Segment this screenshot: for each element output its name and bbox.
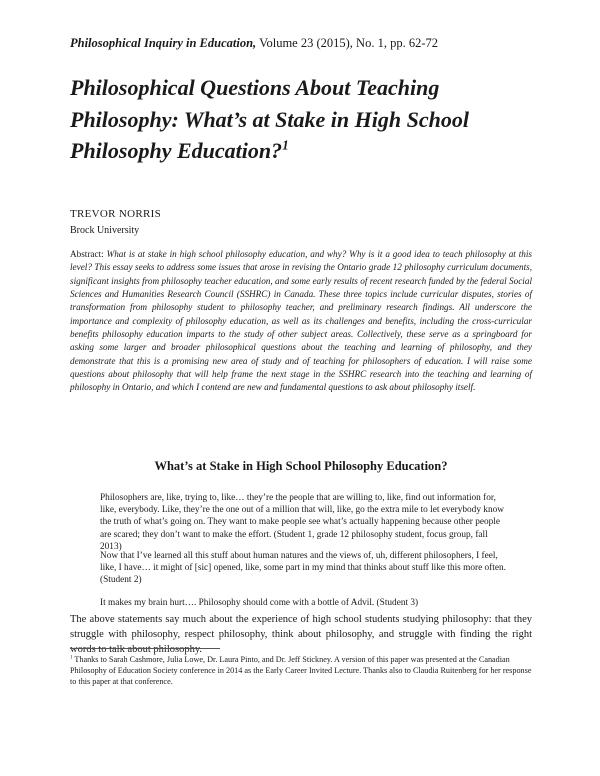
block-quote-student-3: It makes my brain hurt…. Philosophy should come with a bottle of Advil. (Student 3) (100, 598, 419, 608)
abstract (70, 248, 532, 395)
footnote (70, 654, 532, 688)
title-footnote-marker: 1 (282, 137, 289, 153)
abstract-text: What is at stake in high school philosophy education, and why? Why is it a good idea to teach philosophy at this level? This essay seeks to address some issues that arose in revising the Ontario grade 12 philosophy curriculum documents, significant insights from philosophy teacher education, and some early results of recent research funded by the federal Social Sciences and Humanities Research Council (SSHRC) in Canada. These three topics include curricular disputes, stories of transformation from philosophy student to philosophy teacher, and preliminary research findings. All underscore the importance and complexity of philosophy education, as well as its challenges and benefits, including the cross-curricular benefits philosophy education imparts to the study of other subject areas. Collectively, these serve as a springboard for asking some larger and broader philosophical questions about the teaching and learning of philosophy, and they demonstrate that this is a promising new area of study and of teaching for philosophers of education. I will raise some questions about philosophy that will help frame the next stage in the SSHRC research into the teaching and learning of philosophy in Ontario, and which I contend are new and fundamental questions to ask about philosophy itself. (70, 249, 532, 393)
body-paragraph: The above statements say much about the experience of high school students studying philosophy: that they struggle with philosophy, respect philosophy, think about philosophy, and struggle with finding the right words to talk about philosophy. (70, 614, 532, 655)
block-quote-student-1: Philosophers are, like, trying to, like… they’re the people that are willing to, like, find out information for, like, everybody. Like, they’re the one out of a million that will, like, go the extra mile to let everybody know the truth of what’s going on. They want to make people see what’s actually happening because other people are scared; they don’t want to make the effort. (Student 1, grade 12 philosophy student, focus group, fall 2013) (100, 493, 504, 552)
journal-citation: Volume 23 (2015), No. 1, pp. 62-72 (256, 36, 438, 50)
footnote-divider (70, 648, 220, 649)
paper-title (70, 72, 540, 167)
paper-title-text: Philosophical Questions About Teaching Philosophy: What’s at Stake in High School Philosophy Education? (70, 75, 469, 163)
section-heading: What’s at Stake in High School Philosophy Education? (154, 459, 448, 473)
author-name: TREVOR NORRIS (70, 208, 161, 220)
footnote-marker: 1 (70, 655, 73, 661)
journal-header (70, 36, 438, 51)
footnote-text: Thanks to Sarah Cashmore, Julia Lowe, Dr. Laura Pinto, and Dr. Jeff Stickney. A version of this paper was presented at the Canadian Philosophy of Education Society conference in 2014 as the Early Career Invited Lecture. Thanks also to Claudia Ruitenberg for her response to this paper at that conference. (70, 655, 532, 687)
journal-name: Philosophical Inquiry in Education, (70, 36, 257, 50)
author-affiliation: Brock University (70, 225, 140, 236)
block-quote-student-2: Now that I’ve learned all this stuff about human natures and the views of, uh, different philosophers, I feel, like, I have… it might of [sic] opened, like, some part in my mind that thinks about stuff like this more often. (Student 2) (100, 551, 506, 586)
abstract-label: Abstract: (70, 249, 107, 259)
